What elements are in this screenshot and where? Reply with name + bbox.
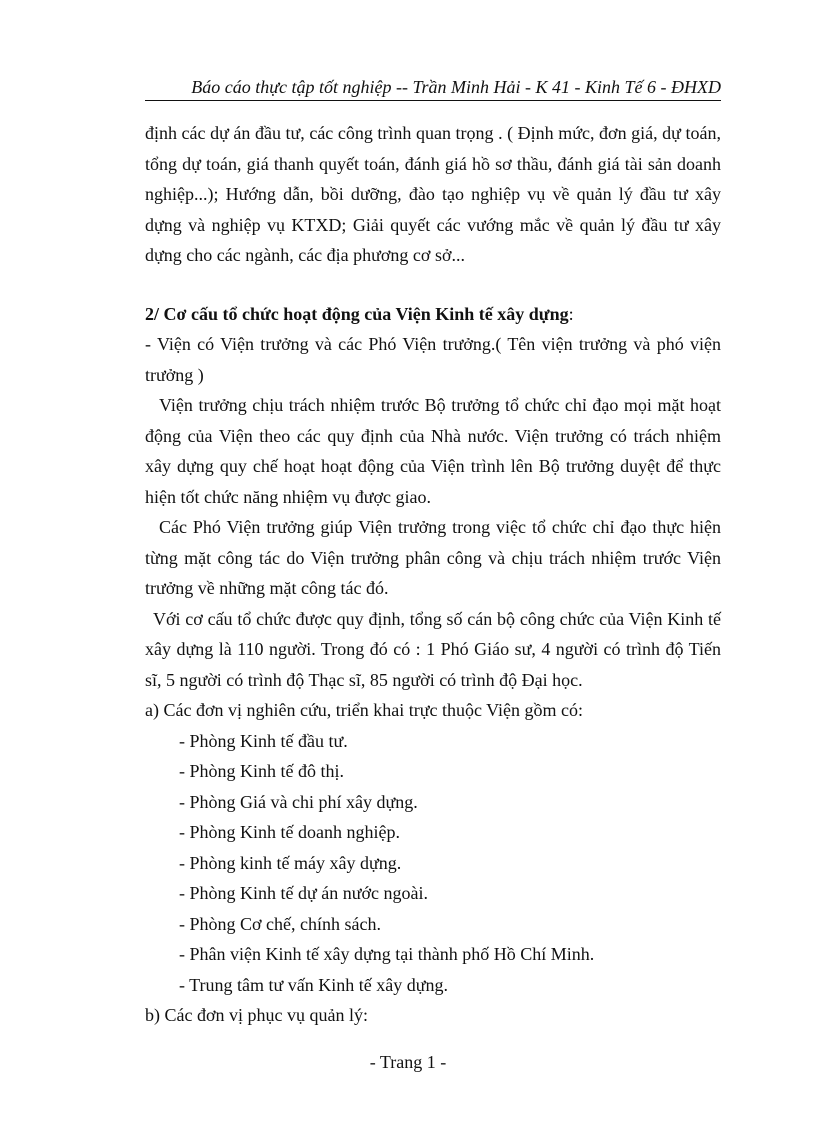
section-heading-text: 2/ Cơ cấu tổ chức hoạt động của Viện Kinh tế xây dựng [145, 303, 569, 324]
document-body [145, 118, 721, 1031]
list-item: - Phòng Giá và chi phí xây dựng. [179, 791, 418, 812]
paragraph-staff: Với cơ cấu tổ chức được quy định, tổng số cán bộ công chức của Viện Kinh tế xây dựng là 110 người. Trong đó có : 1 Phó Giáo sư, 4 người có trình độ Tiến sĩ, 5 người có trình độ Thạc sĩ, 85 người có trình độ Đại học. [145, 608, 721, 690]
page-number: - Trang 1 - [369, 1052, 447, 1072]
intro-paragraph: định các dự án đầu tư, các công trình quan trọng . ( Định mức, đơn giá, dự toán, tổng dự toán, giá thanh quyết toán, đánh giá hồ sơ thầu, đánh giá tài sản doanh nghiệp...); Hướng dẫn, bồi dưỡng, đào tạo nghiệp vụ về quản lý đầu tư xây dựng và nghiệp vụ KTXD; Giải quyết các vướng mắc về quản lý đầu tư xây dựng cho các ngành, các địa phương cơ sở... [145, 123, 721, 265]
paragraph-leadership: - Viện có Viện trưởng và các Phó Viện trưởng.( Tên viện trưởng và phó viện trưởng ) [145, 334, 721, 385]
page-footer [0, 1049, 816, 1075]
research-units-list [145, 726, 721, 1001]
list-item: - Phòng Kinh tế đô thị. [179, 761, 344, 781]
list-item: - Phòng kinh tế máy xây dựng. [179, 852, 402, 873]
list-item: - Phân viện Kinh tế xây dựng tại thành phố Hồ Chí Minh. [179, 944, 595, 964]
list-item: - Phòng Kinh tế đầu tư. [179, 730, 348, 751]
list-item: - Trung tâm tư vấn Kinh tế xây dựng. [179, 974, 448, 995]
list-a-heading: a) Các đơn vị nghiên cứu, triển khai trực thuộc Viện gồm có: [145, 700, 584, 720]
section-heading-colon: : [568, 303, 574, 324]
paragraph-director: Viện trưởng chịu trách nhiệm trước Bộ trưởng tổ chức chỉ đạo mọi mặt hoạt động của Viện theo các quy định của Nhà nước. Viện trưởng có trách nhiệm xây dựng quy chế hoạt hoạt động của Viện trình lên Bộ trưởng duyệt để thực hiện tốt chức năng nhiệm vụ được giao. [145, 395, 721, 507]
page-header [145, 74, 721, 101]
header-title: Báo cáo thực tập tốt nghiệp -- Trần Minh Hải - K 41 - Kinh Tế 6 - ĐHXD [191, 77, 721, 97]
paragraph-deputies: Các Phó Viện trưởng giúp Viện trưởng trong việc tổ chức chỉ đạo thực hiện từng mặt công tác do Viện trưởng phân công và chịu trách nhiệm trước Viện trưởng về những mặt công tác đó. [145, 517, 721, 598]
list-item: - Phòng Kinh tế dự án nước ngoài. [179, 883, 428, 903]
section-heading [145, 299, 721, 330]
list-b-heading: b) Các đơn vị phục vụ quản lý: [145, 1005, 368, 1025]
list-item: - Phòng Kinh tế doanh nghiệp. [179, 822, 400, 842]
list-item: - Phòng Cơ chế, chính sách. [179, 913, 381, 934]
